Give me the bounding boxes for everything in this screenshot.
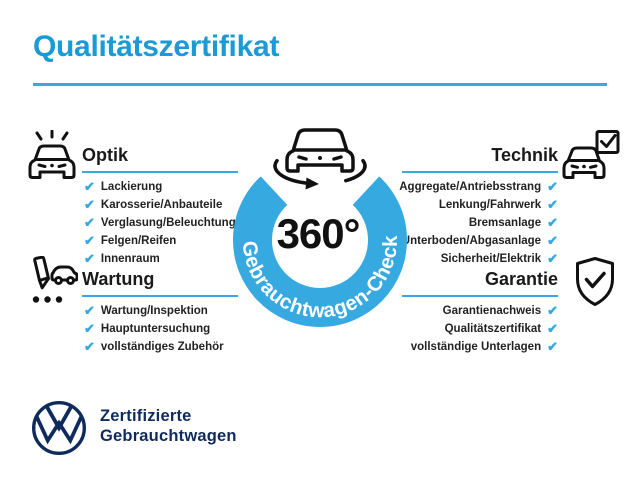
checklist-item-label: Sicherheit/Elektrik xyxy=(440,252,542,265)
shield-check-icon xyxy=(570,256,620,313)
checklist-item-label: Hauptuntersuchung xyxy=(100,322,211,335)
checklist-item xyxy=(443,304,558,317)
checklist-item-label: Bremsanlage xyxy=(468,216,542,229)
brand-line-1: Zertifizierte xyxy=(100,407,192,425)
check-icon: ✔ xyxy=(84,215,95,230)
checklist-item-label: Felgen/Reifen xyxy=(100,234,177,247)
page-title: Qualitätszertifikat xyxy=(33,30,280,63)
check-icon: ✔ xyxy=(84,179,95,194)
section-label: Wartung xyxy=(82,269,155,289)
checklist-item-label: Innenraum xyxy=(100,252,160,265)
checklist-item-label: Qualitätszertifikat xyxy=(444,322,542,335)
check-icon: ✔ xyxy=(84,339,95,354)
checklist-item-label: Verglasung/Beleuchtung xyxy=(100,216,236,229)
check-icon: ✔ xyxy=(84,251,95,266)
car-front-rotation-icon xyxy=(275,130,365,190)
checklist-item xyxy=(84,304,224,317)
check-icon: ✔ xyxy=(547,339,558,354)
check-icon: ✔ xyxy=(547,233,558,248)
pen-car-checklist-icon xyxy=(26,256,78,313)
checklist-item-label: Karosserie/Anbauteile xyxy=(100,198,223,211)
check-icon: ✔ xyxy=(547,197,558,212)
vw-logo xyxy=(31,400,87,461)
checklist-item xyxy=(441,252,558,265)
title-divider xyxy=(33,83,607,86)
360-check-graphic xyxy=(205,105,435,365)
center-value: 360° xyxy=(276,210,360,257)
checklist-item-label: Lenkung/Fahrwerk xyxy=(438,198,542,211)
brand-line-2: Gebrauchtwagen xyxy=(100,427,237,445)
check-icon: ✔ xyxy=(547,215,558,230)
ring-label: Gebrauchtwagen-Check xyxy=(237,234,403,323)
checklist-item xyxy=(445,322,558,335)
checklist-item-label: Unterboden/Abgasanlage xyxy=(401,234,542,247)
check-icon: ✔ xyxy=(84,303,95,318)
wartung-checklist xyxy=(84,304,224,353)
checklist-item-label: Wartung/Inspektion xyxy=(100,304,208,317)
checklist-item-label: vollständige Unterlagen xyxy=(410,340,542,353)
car-shine-icon xyxy=(26,130,78,187)
checklist-item xyxy=(469,216,558,229)
checklist-item xyxy=(84,322,224,335)
check-icon: ✔ xyxy=(547,251,558,266)
check-icon: ✔ xyxy=(84,233,95,248)
checklist-item-label: vollständiges Zubehör xyxy=(100,340,224,353)
check-icon: ✔ xyxy=(84,321,95,336)
section-label: Garantie xyxy=(484,269,558,289)
checklist-item-label: Garantienachweis xyxy=(442,304,542,317)
section-label: Optik xyxy=(82,145,129,165)
brand-text xyxy=(100,406,237,446)
check-icon: ✔ xyxy=(547,303,558,318)
checklist-item xyxy=(439,198,558,211)
checklist-item xyxy=(84,340,224,353)
check-icon: ✔ xyxy=(547,321,558,336)
checklist-item-label: Aggregate/Antriebsstrang xyxy=(399,180,542,193)
checklist-item-label: Lackierung xyxy=(100,180,163,193)
car-checkbox-icon xyxy=(561,130,621,187)
check-icon: ✔ xyxy=(547,179,558,194)
check-icon: ✔ xyxy=(84,197,95,212)
section-label: Technik xyxy=(491,145,558,165)
